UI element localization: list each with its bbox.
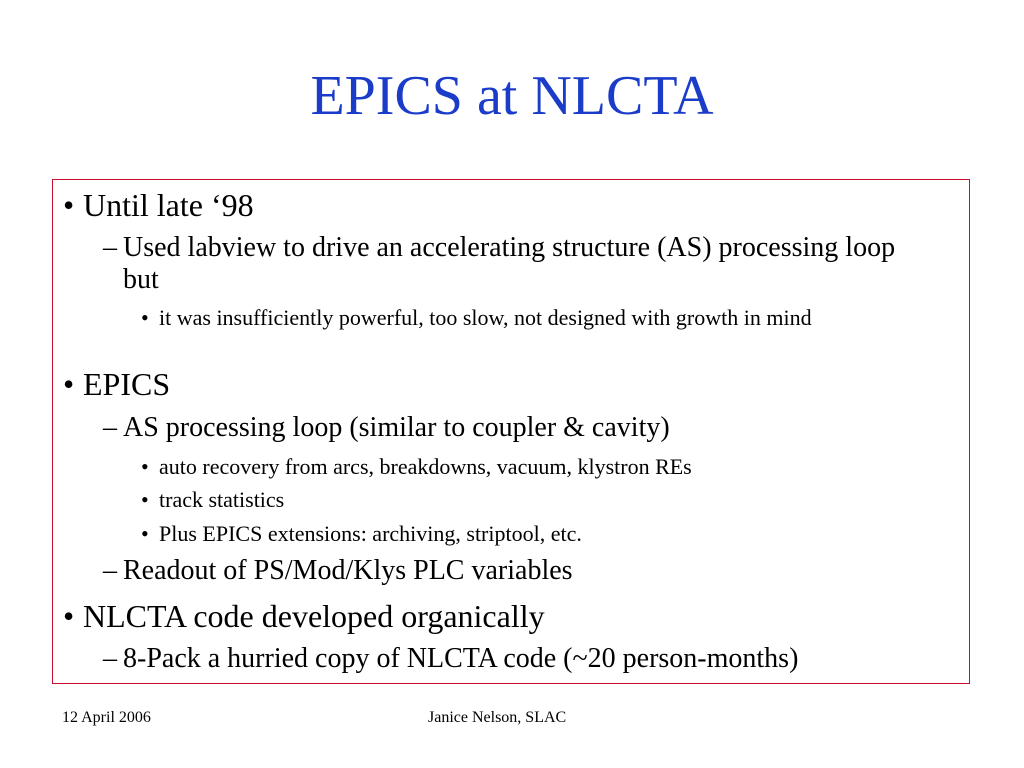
slide-title: EPICS at NLCTA (310, 65, 714, 127)
bullet-item (63, 187, 958, 223)
bullet-marker: • (141, 521, 149, 546)
bullet-text: auto recovery from arcs, breakdowns, vacuum, klystron REs (159, 454, 692, 479)
bullet-item (103, 412, 953, 444)
dash-marker: – (103, 643, 117, 674)
bullet-item (141, 454, 951, 480)
footer-date: 12 April 2006 (62, 709, 151, 726)
bullet-item (141, 487, 951, 513)
bullet-item (103, 232, 903, 296)
bullet-marker: • (63, 366, 75, 402)
bullet-marker: • (141, 487, 149, 512)
bullet-item (63, 366, 958, 402)
bullet-item (103, 643, 963, 675)
bullet-item (63, 598, 958, 634)
bullet-text: Until late ‘98 (83, 187, 254, 223)
bullet-text: Readout of PS/Mod/Klys PLC variables (123, 555, 573, 586)
bullet-text: track statistics (159, 487, 285, 512)
dash-marker: – (103, 555, 117, 586)
bullet-marker: • (63, 598, 75, 634)
bullet-text: NLCTA code developed organically (83, 598, 545, 634)
bullet-text: it was insufficiently powerful, too slow, not designed with growth in mind (159, 305, 812, 330)
content-box (52, 179, 970, 684)
bullet-item (103, 555, 953, 587)
dash-marker: – (103, 412, 117, 443)
bullet-text: EPICS (83, 366, 171, 402)
bullet-text: AS processing loop (similar to coupler & cavity) (123, 412, 670, 443)
bullet-marker: • (141, 305, 149, 330)
bullet-text: 8-Pack a hurried copy of NLCTA code (~20 person-months) (123, 643, 799, 674)
bullet-text: Used labview to drive an accelerating structure (AS) processing loop but (123, 232, 896, 295)
bullet-marker: • (141, 454, 149, 479)
footer-author: Janice Nelson, SLAC (428, 709, 567, 726)
dash-marker: – (103, 232, 117, 263)
bullet-marker: • (63, 187, 75, 223)
bullet-item (141, 521, 951, 547)
bullet-item (141, 305, 951, 331)
bullet-text: Plus EPICS extensions: archiving, striptool, etc. (159, 521, 582, 546)
